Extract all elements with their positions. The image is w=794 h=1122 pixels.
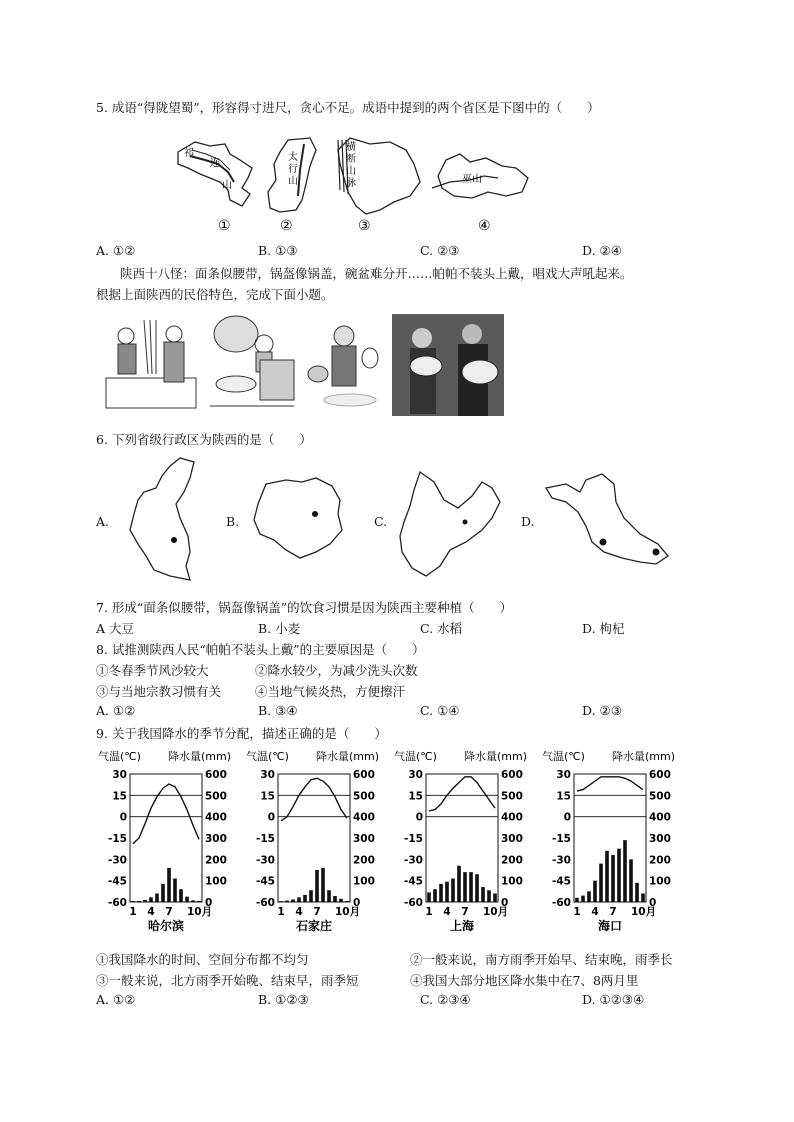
temp-tick-label: -60 — [404, 897, 423, 909]
climate-chart-2 — [246, 749, 379, 933]
precip-bar — [451, 879, 455, 902]
temp-tick-label: -15 — [404, 833, 423, 845]
month-tick-label: 4 — [443, 906, 451, 918]
precip-bar — [191, 900, 195, 902]
month-tick-label: 1 — [277, 906, 285, 918]
temp-axis-label: 气温(℃) — [98, 750, 141, 763]
precip-bar — [635, 883, 639, 902]
month-tick-label: 1 — [573, 906, 581, 918]
precip-tick-label: 300 — [649, 833, 671, 845]
precip-bar — [433, 889, 437, 902]
precip-tick-label: 400 — [205, 811, 227, 824]
temp-tick-label: 15 — [556, 790, 571, 803]
station-name: 石家庄 — [295, 919, 333, 933]
map3-label-duan: 断 — [346, 154, 356, 165]
q9-climate-charts — [96, 746, 696, 938]
q8-option-a[interactable]: A. ①② — [96, 703, 136, 718]
q9-option-a[interactable]: A. ①② — [96, 992, 136, 1007]
q8-item-4: ④当地气候炎热，方便擦汗 — [255, 684, 406, 699]
precip-tick-label: 200 — [649, 854, 671, 867]
month-tick-label: 4 — [295, 906, 303, 918]
q9-option-b[interactable]: B. ①②③ — [258, 992, 309, 1007]
precip-tick-label: 0 — [353, 897, 361, 909]
precip-bar — [167, 868, 171, 902]
q6-option-c-label[interactable]: C. — [374, 514, 388, 529]
q7-option-a[interactable]: A 大豆 — [96, 621, 135, 636]
month-tick-label: 10月 — [483, 906, 509, 918]
q7-option-c[interactable]: C. 水稻 — [420, 621, 463, 636]
precip-tick-label: 500 — [353, 790, 375, 803]
shanxi-map — [268, 138, 316, 234]
precip-bar — [179, 889, 183, 902]
q8-item-3: ③与当地宗教习惯有关 — [96, 684, 222, 699]
map2-label-hang: 行 — [288, 164, 298, 175]
map3-label-heng: 横 — [346, 142, 356, 153]
month-tick-label: 4 — [591, 906, 599, 918]
precip-tick-label: 300 — [501, 833, 523, 845]
map2-number: ② — [280, 218, 293, 234]
q7-option-d[interactable]: D. 枸杞 — [582, 621, 625, 636]
q5-option-c[interactable]: C. ②③ — [420, 243, 460, 258]
precip-tick-label: 100 — [353, 875, 375, 888]
climate-chart-1 — [98, 749, 231, 933]
temperature-line — [429, 777, 495, 811]
precip-bar — [623, 840, 627, 902]
precip-bar — [641, 893, 645, 902]
q5-option-a[interactable]: A. ①② — [96, 243, 136, 258]
month-tick-label: 7 — [609, 906, 617, 918]
map3-label-shan: 山 — [346, 166, 356, 177]
q8-item-1: ①冬春季节风沙较大 — [96, 663, 209, 678]
precip-bar — [291, 899, 295, 902]
precip-tick-label: 400 — [649, 811, 671, 824]
q6-option-d-label[interactable]: D. — [521, 514, 535, 529]
precip-bar — [593, 881, 597, 902]
precip-bar — [327, 890, 331, 902]
passage-line-1: 陕西十八怪：面条似腰带，锅盔像锅盖，碗盆难分开……帕帕不装头上戴，唱戏大声吼起来。 — [120, 266, 633, 281]
precip-axis-label: 降水量(mm) — [612, 750, 676, 763]
precip-bar — [493, 893, 497, 902]
precip-bar — [587, 891, 591, 902]
precip-tick-label: 400 — [501, 811, 523, 824]
precip-tick-label: 0 — [501, 897, 509, 909]
precip-tick-label: 300 — [353, 833, 375, 845]
temp-axis-label: 气温(℃) — [246, 750, 289, 763]
map2-label-shan: 山 — [288, 176, 298, 187]
q9-item-1: ①我国降水的时间、空间分布都不均匀 — [96, 952, 309, 967]
temp-tick-label: 0 — [415, 811, 423, 824]
month-tick-label: 1 — [129, 906, 137, 918]
temperature-line — [577, 777, 643, 791]
temp-axis-label: 气温(℃) — [542, 750, 585, 763]
precip-tick-label: 500 — [649, 790, 671, 803]
temp-tick-label: -30 — [108, 854, 127, 867]
temperature-line — [133, 784, 199, 844]
map4-number: ④ — [478, 218, 491, 234]
temp-tick-label: -30 — [404, 854, 423, 867]
temp-tick-label: 30 — [556, 769, 571, 781]
precip-tick-label: 100 — [501, 875, 523, 888]
precip-bar — [457, 866, 461, 902]
passage-line-2: 根据上面陕西的民俗特色，完成下面小题。 — [96, 287, 334, 302]
q7-stem: 7. 形成“面条似腰带，锅盔像锅盖”的饮食习惯是因为陕西主要种植（ ） — [96, 600, 513, 615]
plot-frame — [426, 774, 498, 902]
q6-option-b-label[interactable]: B. — [226, 514, 240, 529]
noodle-making-illustration — [106, 320, 196, 408]
map4-label-wushan: 巫山 — [462, 174, 482, 185]
map1-number: ① — [218, 218, 231, 234]
temp-tick-label: 15 — [112, 790, 127, 803]
q9-option-d[interactable]: D. ①②③④ — [582, 992, 645, 1007]
q5-option-d[interactable]: D. ②④ — [582, 243, 622, 258]
precip-bar — [143, 900, 147, 902]
precip-tick-label: 200 — [205, 854, 227, 867]
map1-label-qi: 祁 — [184, 148, 194, 159]
precip-tick-label: 200 — [353, 854, 375, 867]
precip-tick-label: 600 — [353, 769, 375, 781]
jiangsu-outline[interactable] — [546, 474, 668, 564]
precip-bar — [161, 884, 165, 902]
precip-bar — [605, 851, 609, 902]
precip-bar — [197, 901, 201, 902]
temp-tick-label: -45 — [404, 875, 423, 888]
temp-tick-label: -15 — [108, 833, 127, 845]
temp-tick-label: -60 — [108, 897, 127, 909]
precip-bar — [445, 882, 449, 902]
yunnan-outline[interactable] — [400, 472, 500, 576]
temp-tick-label: 0 — [563, 811, 571, 824]
precip-bar — [427, 892, 431, 902]
precip-bar — [469, 872, 473, 902]
map2-label-tai: 太 — [288, 152, 298, 163]
precip-bar — [315, 870, 319, 902]
temp-tick-label: 15 — [408, 790, 423, 803]
temp-tick-label: 30 — [260, 769, 275, 781]
precip-bar — [439, 884, 443, 902]
q8-stem: 8. 试推测陕西人民“帕帕不装头上戴”的主要原因是（ ） — [96, 642, 425, 657]
headscarf-woman-illustration — [308, 326, 378, 406]
month-tick-label: 4 — [147, 906, 155, 918]
precip-bar — [339, 899, 343, 902]
temp-tick-label: -45 — [108, 875, 127, 888]
precip-bar — [155, 893, 159, 902]
map1-label-lian: 连 — [210, 158, 220, 169]
precip-bar — [611, 855, 615, 902]
q9-item-2: ②一般来说，南方雨季开始早、结束晚，雨季长 — [410, 952, 673, 967]
climate-chart-3 — [394, 749, 527, 933]
precip-bar — [279, 901, 283, 902]
precip-tick-label: 0 — [205, 897, 213, 909]
precip-bar — [617, 849, 621, 902]
precip-bar — [303, 895, 307, 902]
precip-axis-label: 降水量(mm) — [464, 750, 528, 763]
temp-tick-label: -60 — [256, 897, 275, 909]
gansu-map — [178, 142, 252, 234]
temp-tick-label: 0 — [267, 811, 275, 824]
q7-option-b[interactable]: B. 小麦 — [258, 621, 301, 636]
q8-option-d[interactable]: D. ②③ — [582, 703, 622, 718]
temp-axis-label: 气温(℃) — [394, 750, 437, 763]
plot-frame — [278, 774, 350, 902]
station-name: 哈尔滨 — [147, 919, 185, 933]
month-tick-label: 10月 — [187, 906, 213, 918]
precip-tick-label: 600 — [501, 769, 523, 781]
precip-bar — [131, 901, 135, 902]
guokui-bread-illustration — [210, 316, 294, 406]
precip-tick-label: 0 — [649, 897, 657, 909]
q6-stem: 6. 下列省级行政区为陕西的是（ ） — [96, 432, 312, 447]
q9-item-4: ④我国大部分地区降水集中在7、8两月里 — [410, 973, 639, 988]
month-tick-label: 7 — [165, 906, 173, 918]
henan-outline[interactable] — [254, 478, 342, 558]
precip-bar — [309, 890, 313, 902]
precip-tick-label: 600 — [649, 769, 671, 781]
month-tick-label: 7 — [461, 906, 469, 918]
precip-tick-label: 100 — [649, 875, 671, 888]
precip-tick-label: 500 — [501, 790, 523, 803]
precip-tick-label: 100 — [205, 875, 227, 888]
station-name: 上海 — [449, 919, 475, 933]
map3-number: ③ — [358, 218, 371, 234]
precip-axis-label: 降水量(mm) — [316, 750, 380, 763]
precip-bar — [487, 890, 491, 902]
precip-bar — [575, 898, 579, 902]
temp-tick-label: -45 — [256, 875, 275, 888]
precip-bar — [345, 901, 349, 902]
precip-bar — [149, 897, 153, 902]
q6-option-a-label[interactable]: A. — [96, 514, 110, 529]
q8-item-2: ②降水较少，为减少洗头次数 — [255, 663, 418, 678]
q8-option-b[interactable]: B. ③④ — [258, 703, 298, 718]
precip-bar — [629, 859, 633, 902]
folk-custom-illustrations — [104, 314, 504, 416]
temperature-line — [281, 778, 347, 821]
shaanxi-outline[interactable] — [130, 458, 194, 580]
plot-frame — [130, 774, 202, 902]
month-tick-label: 10月 — [631, 906, 657, 918]
precip-bar — [137, 901, 141, 902]
temp-tick-label: 15 — [260, 790, 275, 803]
station-name: 海口 — [597, 919, 623, 933]
temp-tick-label: -45 — [552, 875, 571, 888]
temp-tick-label: -30 — [256, 854, 275, 867]
q6-province-outlines — [110, 452, 690, 582]
precip-bar — [185, 897, 189, 902]
precip-tick-label: 300 — [205, 833, 227, 845]
temp-tick-label: -30 — [552, 854, 571, 867]
temp-tick-label: 30 — [112, 769, 127, 781]
month-tick-label: 10月 — [335, 906, 361, 918]
temp-tick-label: -15 — [256, 833, 275, 845]
bowl-photo — [392, 314, 504, 416]
precip-bar — [475, 874, 479, 902]
precip-bar — [463, 872, 467, 902]
q5-stem: 5. 成语“得陇望蜀”，形容得寸进尺，贪心不足。成语中提到的两个省区是下图中的（ ） — [96, 100, 600, 115]
precip-tick-label: 600 — [205, 769, 227, 781]
precip-axis-label: 降水量(mm) — [168, 750, 232, 763]
climate-chart-4 — [542, 749, 675, 933]
sichuan-map — [338, 138, 420, 234]
map1-label-shan: 山 — [222, 180, 232, 191]
month-tick-label: 7 — [313, 906, 321, 918]
temp-tick-label: -60 — [552, 897, 571, 909]
precip-tick-label: 500 — [205, 790, 227, 803]
precip-tick-label: 400 — [353, 811, 375, 824]
precip-bar — [581, 896, 585, 902]
precip-bar — [481, 887, 485, 902]
precip-bar — [285, 901, 289, 902]
q9-item-3: ③一般来说，北方雨季开始晚、结束早，雨季短 — [96, 973, 359, 988]
precip-bar — [333, 896, 337, 902]
precip-bar — [321, 868, 325, 902]
q5-province-maps — [170, 130, 530, 238]
precip-bar — [297, 897, 301, 902]
temp-tick-label: -15 — [552, 833, 571, 845]
month-tick-label: 1 — [425, 906, 433, 918]
temp-tick-label: 0 — [119, 811, 127, 824]
q9-stem: 9. 关于我国降水的季节分配，描述正确的是（ ） — [96, 726, 387, 741]
temp-tick-label: 30 — [408, 769, 423, 781]
map3-label-mai: 脉 — [346, 178, 356, 189]
q8-option-c[interactable]: C. ①④ — [420, 703, 460, 718]
q9-option-c[interactable]: C. ②③④ — [420, 992, 471, 1007]
precip-bar — [599, 864, 603, 902]
precip-bar — [173, 879, 177, 902]
q5-option-b[interactable]: B. ①③ — [258, 243, 298, 258]
hubei-map — [432, 154, 528, 234]
precip-tick-label: 200 — [501, 854, 523, 867]
plot-frame — [574, 774, 646, 902]
